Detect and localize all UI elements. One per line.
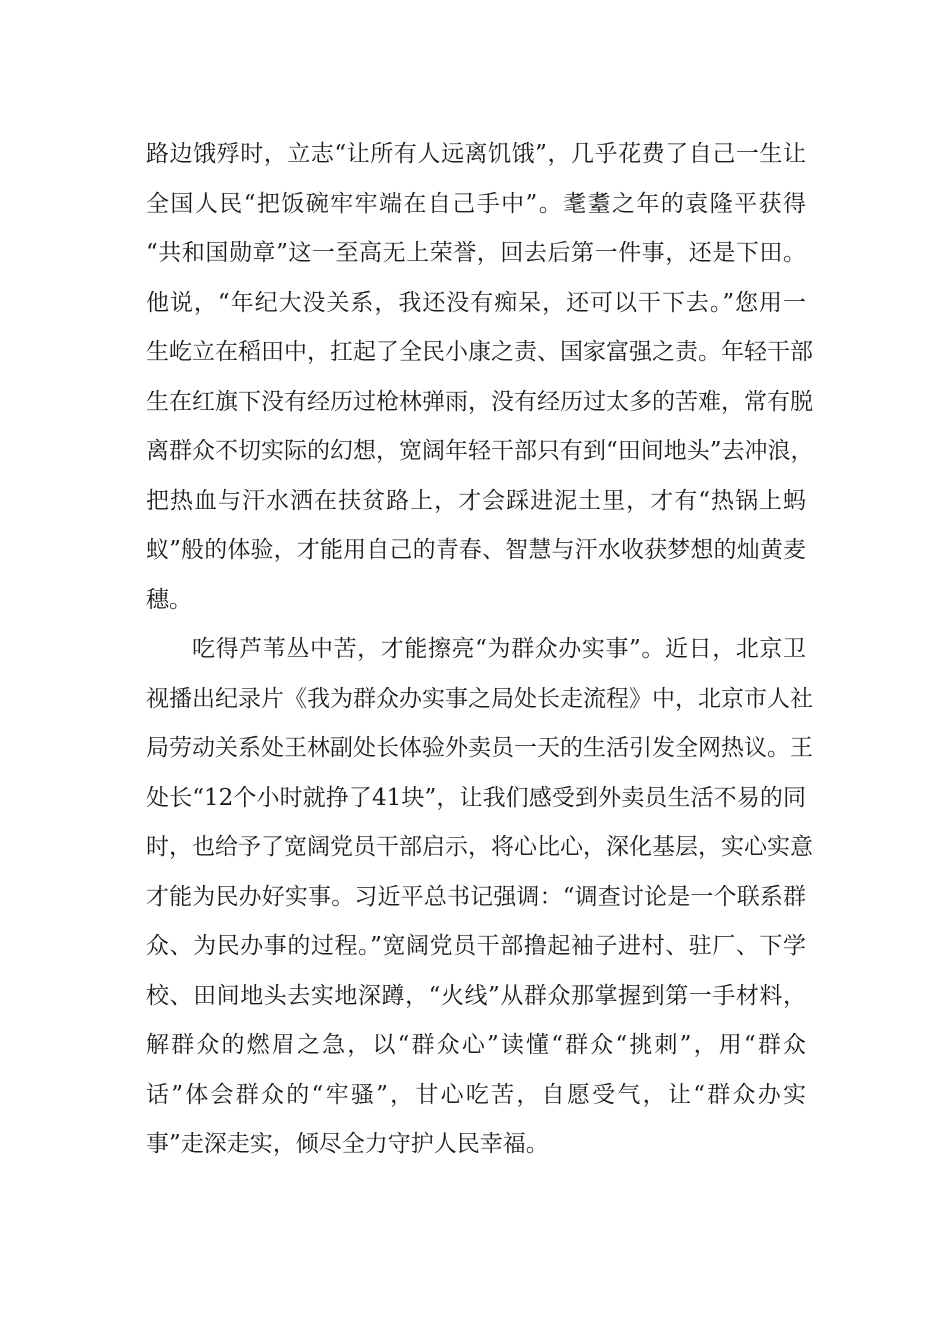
text-line: 局劳动关系处王林副处长体验外卖员一天的生活引发全网热议。王 — [146, 735, 813, 761]
text-line: 他说，“年纪大没关系，我还没有痴呆，还可以干下去。”您用一 — [146, 289, 806, 316]
text-line: 生屹立在稻田中，扛起了全民小康之责、国家富强之责。年轻干部 — [146, 339, 813, 365]
text-line: 全国人民“把饭碗牢牢端在自己手中”。耄耋之年的袁隆平获得 — [146, 190, 806, 217]
text-line: 时，也给予了宽阔党员干部启示，将心比心，深化基层，实心实意 — [146, 834, 813, 860]
text-line: 生在红旗下没有经历过枪林弹雨，没有经历过太多的苦难，常有脱 — [146, 388, 813, 415]
text-line: 处长“12个小时就挣了41块”，让我们感受到外卖员生活不易的同 — [146, 784, 806, 811]
text-line: 蚁”般的体验，才能用自己的青春、智慧与汗水收获梦想的灿黄麦 — [146, 537, 806, 563]
text-line: 解群众的燃眉之急，以“群众心”读懂“群众“挑刺”，用“群众 — [146, 1032, 806, 1058]
text-line: 校、田间地头去实地深蹲，“火线”从群众那掌握到第一手材料， — [146, 982, 806, 1009]
text-line: 吃得芦苇丛中苦，才能擦亮“为群众办实事”。近日，北京卫 — [192, 636, 806, 662]
text-line: 穗。 — [146, 586, 192, 613]
text-line: 视播出纪录片《我为群众办实事之局处长走流程》中，北京市人社 — [146, 685, 813, 712]
text-line: 才能为民办好实事。习近平总书记强调：“调查讨论是一个联系群 — [146, 883, 806, 910]
text-line: 把热血与汗水洒在扶贫路上，才会踩进泥土里，才有“热锅上蚂 — [146, 487, 806, 514]
body-text — [146, 130, 814, 1170]
text-line: 众、为民办事的过程。”宽阔党员干部撸起袖子进村、驻厂、下学 — [146, 933, 806, 959]
text-line: 离群众不切实际的幻想，宽阔年轻干部只有到“田间地头”去冲浪， — [146, 438, 814, 464]
text-line: “共和国勋章”这一至高无上荣誉，回去后第一件事，还是下田。 — [146, 240, 806, 266]
text-line: 路边饿殍时，立志“让所有人远离饥饿”，几乎花费了自己一生让 — [146, 141, 806, 167]
text-line: 话”体会群众的“牢骚”，甘心吃苦，自愿受气，让“群众办实 — [146, 1081, 806, 1108]
text-line: 事”走深走实，倾尽全力守护人民幸福。 — [146, 1131, 549, 1157]
